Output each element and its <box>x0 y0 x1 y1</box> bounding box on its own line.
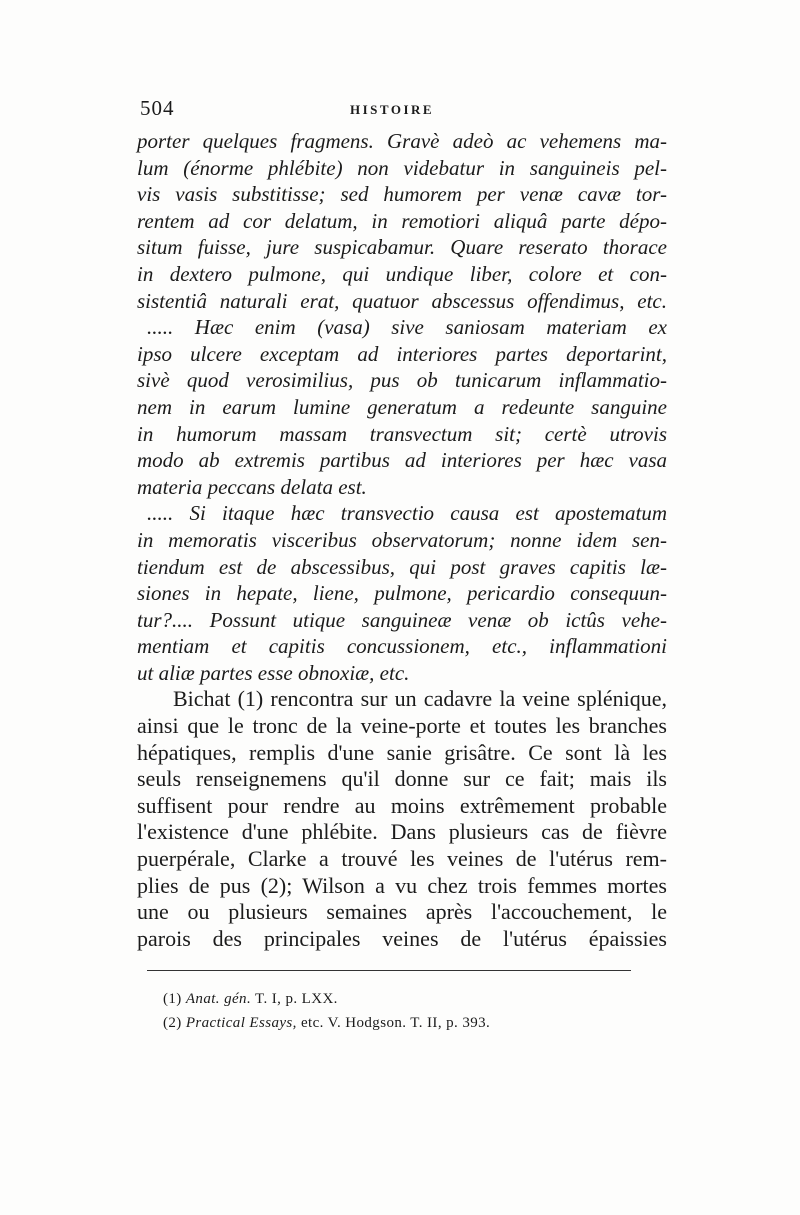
text-line: seuls renseignemens qu'il donne sur ce fait; mais ils <box>137 766 667 792</box>
text-line: sivè quod verosimilius, pus ob tunicarum inflammatio- <box>137 368 667 393</box>
text-line: ainsi que le tronc de la veine-porte et toutes les branches <box>137 713 667 739</box>
text-line: puerpérale, Clarke a trouvé les veines de l'utérus rem- <box>137 846 667 872</box>
page-header <box>140 96 670 122</box>
text-line: rentem ad cor delatum, in remotiori aliquâ parte dépo- <box>137 208 667 233</box>
text-line: vis vasis substitisse; sed humorem per venæ cavæ tor- <box>137 182 667 207</box>
latin-quote-block-3 <box>137 500 667 686</box>
text-line: mentiam et capitis concussionem, etc., inflammationi <box>137 634 667 659</box>
footnote-mark: (1) <box>163 991 182 1007</box>
text-line: plies de pus (2); Wilson a vu chez trois femmes mortes <box>137 872 667 898</box>
text-line: parois des principales veines de l'utérus épaissies <box>137 925 667 951</box>
text-line: modo ab extremis partibus ad interiores per hæc vasa <box>137 448 667 473</box>
text-line: suffisent pour rendre au moins extrêmement probable <box>137 792 667 818</box>
footnote-1 <box>163 987 643 1011</box>
footnote-rule <box>147 970 631 971</box>
text-line: hépatiques, remplis d'une sanie grisâtre. Ce sont là les <box>137 739 667 765</box>
french-paragraph <box>137 686 667 952</box>
footnote-reference: etc. V. Hodgson. T. II, p. 393. <box>300 1015 491 1031</box>
text-line: siones in hepate, liene, pulmone, pericardio consequun- <box>137 581 667 606</box>
running-head: HISTOIRE <box>350 102 435 117</box>
footnote-work-title: Practical Essays, <box>185 1015 297 1031</box>
footnote-work-title: Anat. gén. <box>185 991 252 1007</box>
latin-quote-block-1 <box>137 128 667 314</box>
text-line: une ou plusieurs semaines après l'accouchement, le <box>137 899 667 925</box>
text-line: materia peccans delata est. <box>137 474 367 499</box>
footnotes <box>163 987 643 1035</box>
text-line: l'existence d'une phlébite. Dans plusieurs cas de fièvre <box>137 819 667 845</box>
text-line: in dextero pulmone, qui undique liber, colore et con- <box>137 261 667 286</box>
text-line: in humorum massam transvectum sit; certè utrovis <box>137 421 667 446</box>
text-line: sistentiâ naturali erat, quatuor abscessus offendimus, etc. <box>137 288 667 313</box>
footnote-mark: (2) <box>163 1015 182 1031</box>
text-line: ut aliæ partes esse obnoxiæ, etc. <box>137 660 410 685</box>
text-line: lum (énorme phlébite) non videbatur in sanguineis pel- <box>137 155 667 180</box>
text-line: porter quelques fragmens. Gravè adeò ac vehemens ma- <box>137 129 667 153</box>
text-line: tiendum est de abscessibus, qui post graves capitis læ- <box>137 554 667 579</box>
text-line: ..... Hæc enim (vasa) sive saniosam materiam ex <box>147 315 667 340</box>
text-line: ..... Si itaque hæc transvectio causa est apostematum <box>147 501 667 526</box>
text-line: Bichat (1) rencontra sur un cadavre la veine splénique, <box>173 686 667 712</box>
text-line: nem in earum lumine generatum a redeunte sanguine <box>137 394 667 419</box>
text-line: in memoratis visceribus observatorum; nonne idem sen- <box>137 527 667 552</box>
text-line: ipso ulcere exceptam ad interiores partes deportarint, <box>137 341 667 366</box>
footnote-2 <box>163 1011 643 1035</box>
page-number: 504 <box>140 96 175 120</box>
text-line: situm fuisse, jure suspicabamur. Quare reserato thorace <box>137 235 667 260</box>
footnote-reference: T. I, p. LXX. <box>255 991 338 1007</box>
latin-quote-block-2 <box>137 314 667 500</box>
page-body <box>137 128 667 952</box>
text-line: tur?.... Possunt utique sanguineæ venæ ob ictûs vehe- <box>137 607 667 632</box>
